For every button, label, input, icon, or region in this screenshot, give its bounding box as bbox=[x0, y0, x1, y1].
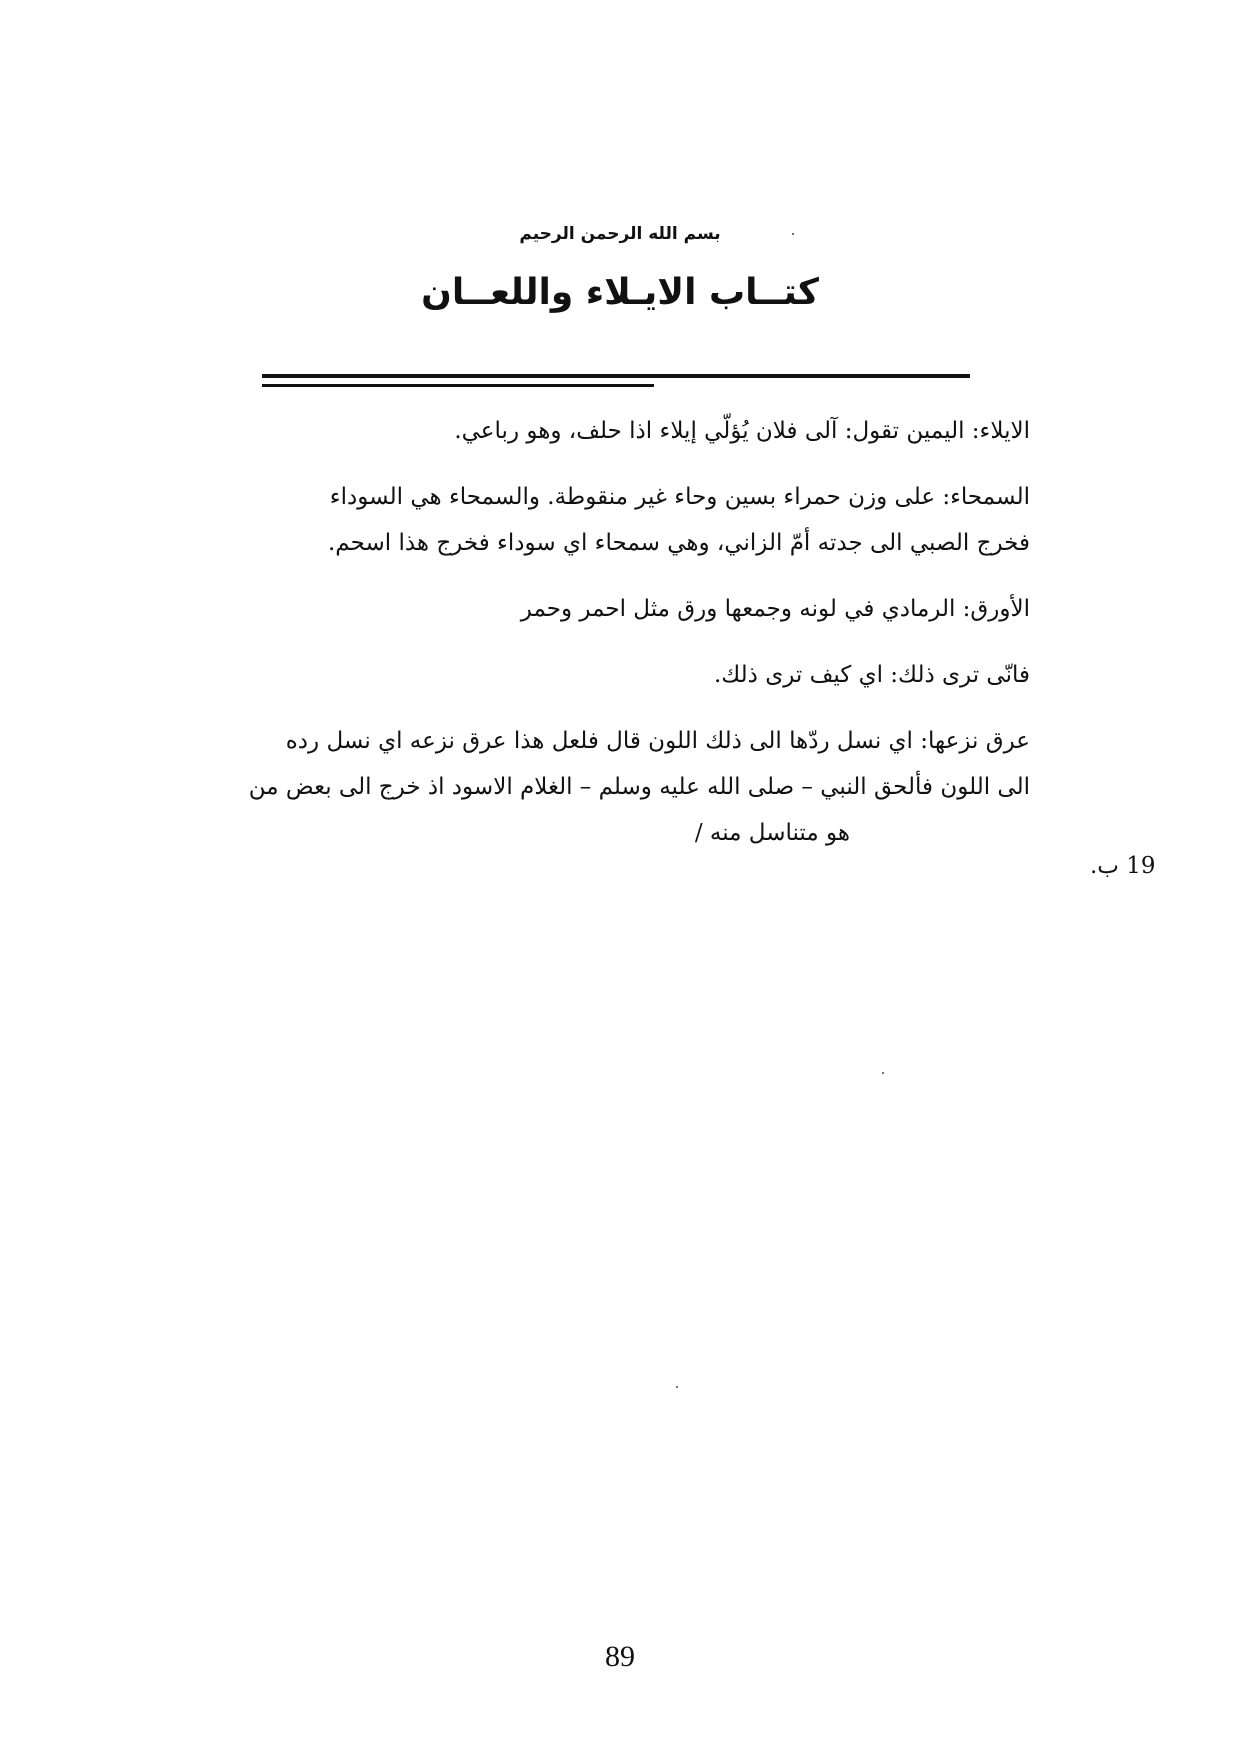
paragraph-samha bbox=[160, 474, 1040, 566]
paragraph-line: هو متناسل منه / bbox=[694, 820, 850, 846]
paragraph-ila bbox=[160, 408, 1040, 454]
paragraph-awraq bbox=[160, 586, 1040, 632]
basmala-heading: بسم الله الرحمن الرحيم bbox=[519, 224, 721, 244]
paragraph-irq bbox=[160, 718, 1040, 856]
scan-speck bbox=[676, 1386, 678, 1388]
scan-speck bbox=[792, 233, 794, 235]
title-divider-thick bbox=[262, 374, 970, 378]
paragraph-line: عرق نزعها: اي نسل ردّها الى ذلك اللون قال فلعل هذا عرق نزعه اي نسل رده bbox=[285, 728, 1030, 754]
paragraph-line: فخرج الصبي الى جدته أمّ الزاني، وهي سمحاء اي سوداء فخرج هذا اسحم. bbox=[328, 530, 1030, 556]
paragraph-line: الايلاء: اليمين تقول: آلى فلان يُؤلّي إيلاء اذا حلف، وهو رباعي. bbox=[454, 418, 1030, 444]
folio-margin-note: 19 ب. bbox=[1090, 853, 1156, 879]
paragraph-line: الأورق: الرمادي في لونه وجمعها ورق مثل احمر وحمر bbox=[520, 596, 1030, 622]
paragraph-line: السمحاء: على وزن حمراء بسين وحاء غير منقوطة. والسمحاء هي السوداء bbox=[329, 484, 1030, 510]
page-number: 89 bbox=[605, 1640, 635, 1673]
title-divider-thin bbox=[262, 384, 654, 387]
chapter-title: كتــاب الايـلاء واللعــان bbox=[421, 272, 819, 313]
paragraph-line: فانّى ترى ذلك: اي كيف ترى ذلك. bbox=[713, 662, 1030, 688]
paragraph-fanna bbox=[160, 652, 1040, 698]
scan-speck bbox=[882, 1072, 884, 1074]
body-text bbox=[160, 408, 1040, 876]
paragraph-line: الى اللون فألحق النبي – صلى الله عليه وسلم – الغلام الاسود اذ خرج الى بعض من bbox=[248, 774, 1030, 800]
